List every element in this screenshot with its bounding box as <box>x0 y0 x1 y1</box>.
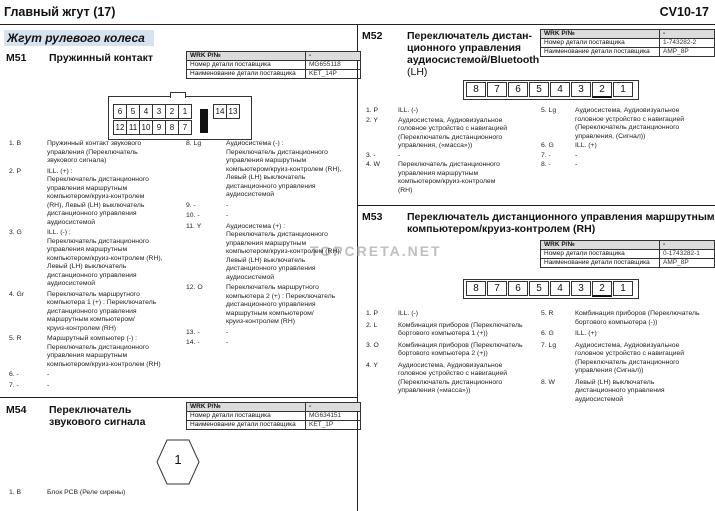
m53-pins-left <box>366 310 536 405</box>
pin-description: Аудиосистема (+) : Переключатель дистанционного управления маршрутным компьютером/круиз-контролем (RH), Левый (LH) выключатель дистанционного управления аудиосистемой <box>226 222 342 281</box>
pin-number: 10. - <box>186 212 200 219</box>
pin-cell: 1 <box>613 82 633 97</box>
column-divider <box>357 24 358 511</box>
supplier-number-value: MG634151 <box>306 412 361 421</box>
pin-number: 4. Y <box>366 361 378 369</box>
supplier-name-label: Наименование детали поставщика <box>187 421 306 430</box>
pin-description: ILL. (-) <box>398 310 419 317</box>
supplier-name-value: AMP_8P <box>660 48 715 57</box>
pin-number: 5. Lg <box>541 107 557 114</box>
m53-title-line2: компьютером/круиз-контролем (RH) <box>407 223 596 235</box>
pin-cell: 3 <box>571 82 591 97</box>
pin-description: ILL. (-) : Переключатель дистанционного управления маршрутным компьютером/круиз-контролем (RH), Левый (LH) выключатель дистанционного управления аудиосистемой <box>47 229 163 287</box>
pin-number: 6. G <box>541 330 554 337</box>
pin-cell: 4 <box>550 82 570 97</box>
watermark: TOPCRETA.NET <box>310 243 442 259</box>
pin-description: Маршрутный компьютер (-) : Переключатель дистанционного управления маршрутным компьютером/круиз-контролем (RH) <box>47 335 161 368</box>
pin-description: Аудиосистема, Аудиовизуальное головное устройство с навигацией (Переключатель дистанционного управления, («масса»)) <box>398 116 508 149</box>
pin-number: 1. B <box>9 140 22 147</box>
supplier-name-value: AMP_8P <box>660 259 715 268</box>
pin-cell: 4 <box>550 281 570 296</box>
wrk-label: WRK P/№ <box>187 403 306 412</box>
supplier-name-label: Наименование детали поставщика <box>541 259 660 268</box>
supplier-name-label: Наименование детали поставщика <box>541 48 660 57</box>
wrk-value: - <box>660 241 715 250</box>
pin-cell: 11 <box>126 120 140 135</box>
m53-pins-right <box>541 310 711 405</box>
pin-cell: 12 <box>113 120 127 135</box>
m52-title-line1: Переключатель дистан- <box>407 30 533 42</box>
supplier-number-label: Номер детали поставщика <box>187 412 306 421</box>
wrk-label: WRK P/№ <box>187 52 306 61</box>
pin-description: ILL. (-) <box>398 107 419 114</box>
pin-number: 2. Y <box>366 116 378 124</box>
supplier-name-label: Наименование детали поставщика <box>187 70 306 79</box>
pin-cell: 6 <box>508 281 528 296</box>
pin-description: ILL. (+) <box>575 330 597 337</box>
pin-cell: 5 <box>126 104 140 119</box>
pin-cell: 5 <box>529 82 549 97</box>
pin-number: 2. L <box>366 321 378 329</box>
pin-cell: 2 <box>165 104 179 119</box>
pin-description: Переключатель маршрутного компьютера 1 (+) : Переключатель дистанционного управления маршрутным компьютером/ круиз-контролем (RH) <box>47 290 157 332</box>
pin-description: - <box>226 339 229 346</box>
pin-cell: 3 <box>571 281 591 296</box>
pin-description: - <box>575 151 578 159</box>
pin-description: ILL. (+) <box>575 142 597 149</box>
pin-cell: 5 <box>529 281 549 296</box>
supplier-number-value: 0-1743282-1 <box>660 250 715 259</box>
pin-number: 4. Gr <box>9 290 25 298</box>
m51-title: Пружинный контакт <box>49 52 153 64</box>
pin-description: Пружинный контакт звукового управления (Переключатель звукового сигнала) <box>47 140 142 164</box>
pin-cell: 10 <box>139 120 153 135</box>
pin-description: Комбинация приборов (Переключатель бортового компьютера 2 (+)) <box>398 341 523 357</box>
pin-cell: 14 <box>213 104 227 119</box>
m52-divider <box>357 205 715 206</box>
m52-title-line3: аудиосистемой/Bluetooth <box>407 54 540 66</box>
pin-cell: 7 <box>487 281 507 296</box>
pin-cell: 13 <box>226 104 240 119</box>
pin-number: 5. R <box>9 335 22 342</box>
pin-description: Переключатель маршрутного компьютера 2 (+) : Переключатель дистанционного управления маршрутным компьютером/ круиз-контролем (RH) <box>226 284 336 325</box>
pin-cell: 2 <box>592 82 612 98</box>
pin-number: 1. P <box>366 310 379 317</box>
supplier-number-value: MG655118 <box>306 61 361 70</box>
wrk-value: - <box>306 403 361 412</box>
supplier-name-value: KET_1P <box>306 421 361 430</box>
pin-cell: 2 <box>592 281 612 297</box>
pin-description: Аудиосистема (-) : Переключатель дистанционного управления маршрутным компьютером/круиз-контролем (RH), Левый (LH) выключатель дистанционного управления аудиосистемой <box>226 140 342 198</box>
pin-cell: 8 <box>165 120 179 135</box>
pin-description: Аудиосистема, Аудиовизуальное головное устройство с навигацией (Переключатель дистанционного управления, (Сигнал)) <box>575 107 685 140</box>
pin-number: 7. - <box>9 381 19 389</box>
m53-code: M53 <box>362 211 383 223</box>
supplier-number-label: Номер детали поставщика <box>541 250 660 259</box>
pin-description: Переключатель дистанционного управления маршрутным компьютером/круиз-контролем (RH) <box>398 161 500 194</box>
m54-title-line1: Переключатель <box>49 404 132 416</box>
m51-pins-right <box>186 140 356 390</box>
pin-cell: 9 <box>152 120 166 135</box>
connector-latch <box>170 92 186 98</box>
m53-title-line1: Переключатель дистанционного управления маршрутным <box>407 211 715 223</box>
pin-description: Аудиосистема, Аудиовизуальное головное устройство с навигацией (Переключатель дистанционного управления (Сигнал)) <box>575 341 685 374</box>
m52-pins-right <box>541 107 711 202</box>
page-title: Главный жгут (17) <box>4 5 116 19</box>
section-label: Жгут рулевого колеса <box>4 30 154 46</box>
pin-description: ILL. (+) : Переключатель дистанционного управления маршрутным компьютером/круиз-контролем (RH), Левый (LH) выключатель дистанционного управления аудиосистемой <box>47 167 149 226</box>
pin-number: 7. Lg <box>541 341 557 349</box>
pin-number: 9. - <box>186 201 196 209</box>
wrk-value: - <box>306 52 361 61</box>
m51-pins-left <box>9 140 179 390</box>
pin-number: 12. O <box>186 284 203 291</box>
m54-code: M54 <box>6 404 27 416</box>
pin-number: 3. G <box>9 229 22 236</box>
m52-code: M52 <box>362 30 383 42</box>
pin-number: 13. - <box>186 328 200 336</box>
pin-cell: 1 <box>613 281 633 296</box>
pin-description: - <box>226 328 229 336</box>
m52-wrk-table <box>540 29 715 57</box>
m52-title-line4: (LH) <box>407 66 428 78</box>
pin-description: Комбинация приборов (Переключатель бортового компьютера (-)) <box>575 310 700 326</box>
pin-description: Левый (LH) выключатель дистанционного управления аудиосистемой <box>575 378 665 403</box>
m54-pin-cell: 1 <box>174 452 182 467</box>
pin-number: 6. G <box>541 142 554 149</box>
pin-number: 3. O <box>366 341 379 349</box>
pin-number: 8. Lg <box>186 140 202 147</box>
m51-divider <box>0 397 357 398</box>
pin-number: 8. W <box>541 378 555 386</box>
m54-wrk-table <box>186 402 361 430</box>
m53-wrk-table <box>540 240 715 268</box>
pin-number: 11. Y <box>186 222 202 230</box>
m54-title-line2: звукового сигнала <box>49 416 146 428</box>
connector-key <box>200 109 208 133</box>
supplier-name-value: KET_14P <box>306 70 361 79</box>
pin-description: Комбинация приборов (Переключатель бортового компьютера 1 (+)) <box>398 321 523 337</box>
m51-wrk-table <box>186 51 361 79</box>
m51-code: M51 <box>6 52 27 64</box>
pin-cell: 4 <box>139 104 153 119</box>
pin-number: 1. P <box>366 107 379 114</box>
wrk-value: - <box>660 30 715 39</box>
pin-description: - <box>226 212 229 219</box>
pin-description: - <box>47 381 50 389</box>
pin-number: 3. - <box>366 151 376 159</box>
pin-cell: 8 <box>466 281 486 296</box>
pin-description: - <box>47 371 50 378</box>
pin-number: 8. - <box>541 161 551 168</box>
pin-cell: 6 <box>113 104 127 119</box>
supplier-number-label: Номер детали поставщика <box>187 61 306 70</box>
supplier-number-label: Номер детали поставщика <box>541 39 660 48</box>
pin-cell: 1 <box>178 104 192 119</box>
pin-description: - <box>575 161 578 168</box>
pin-cell: 7 <box>487 82 507 97</box>
pin-description: - <box>226 201 229 209</box>
pin-cell: 3 <box>152 104 166 119</box>
wrk-label: WRK P/№ <box>541 241 660 250</box>
pin-cell: 7 <box>178 120 192 135</box>
pin-number: 1. B <box>9 489 22 496</box>
pin-description: Блок PCB (Реле сирены) <box>47 489 126 496</box>
m52-title-line2: ционного управления <box>407 42 522 54</box>
pin-number: 5. R <box>541 310 554 317</box>
m52-pins-left <box>366 107 536 202</box>
supplier-number-value: 1-743282-2 <box>660 39 715 48</box>
m54-pins <box>9 489 349 503</box>
pin-cell: 8 <box>466 82 486 97</box>
wrk-label: WRK P/№ <box>541 30 660 39</box>
pin-number: 14. - <box>186 339 200 346</box>
pin-number: 4. W <box>366 161 380 168</box>
pin-number: 2. P <box>9 167 22 175</box>
pin-description: Аудиосистема, Аудиовизуальное головное устройство с навигацией (Переключатель дистанционного управления («масса»)) <box>398 361 508 394</box>
pin-number: 7. - <box>541 151 551 159</box>
pin-description: - <box>398 151 401 159</box>
page-code: CV10-17 <box>659 5 709 19</box>
pin-cell: 6 <box>508 82 528 97</box>
pin-number: 6. - <box>9 371 19 378</box>
